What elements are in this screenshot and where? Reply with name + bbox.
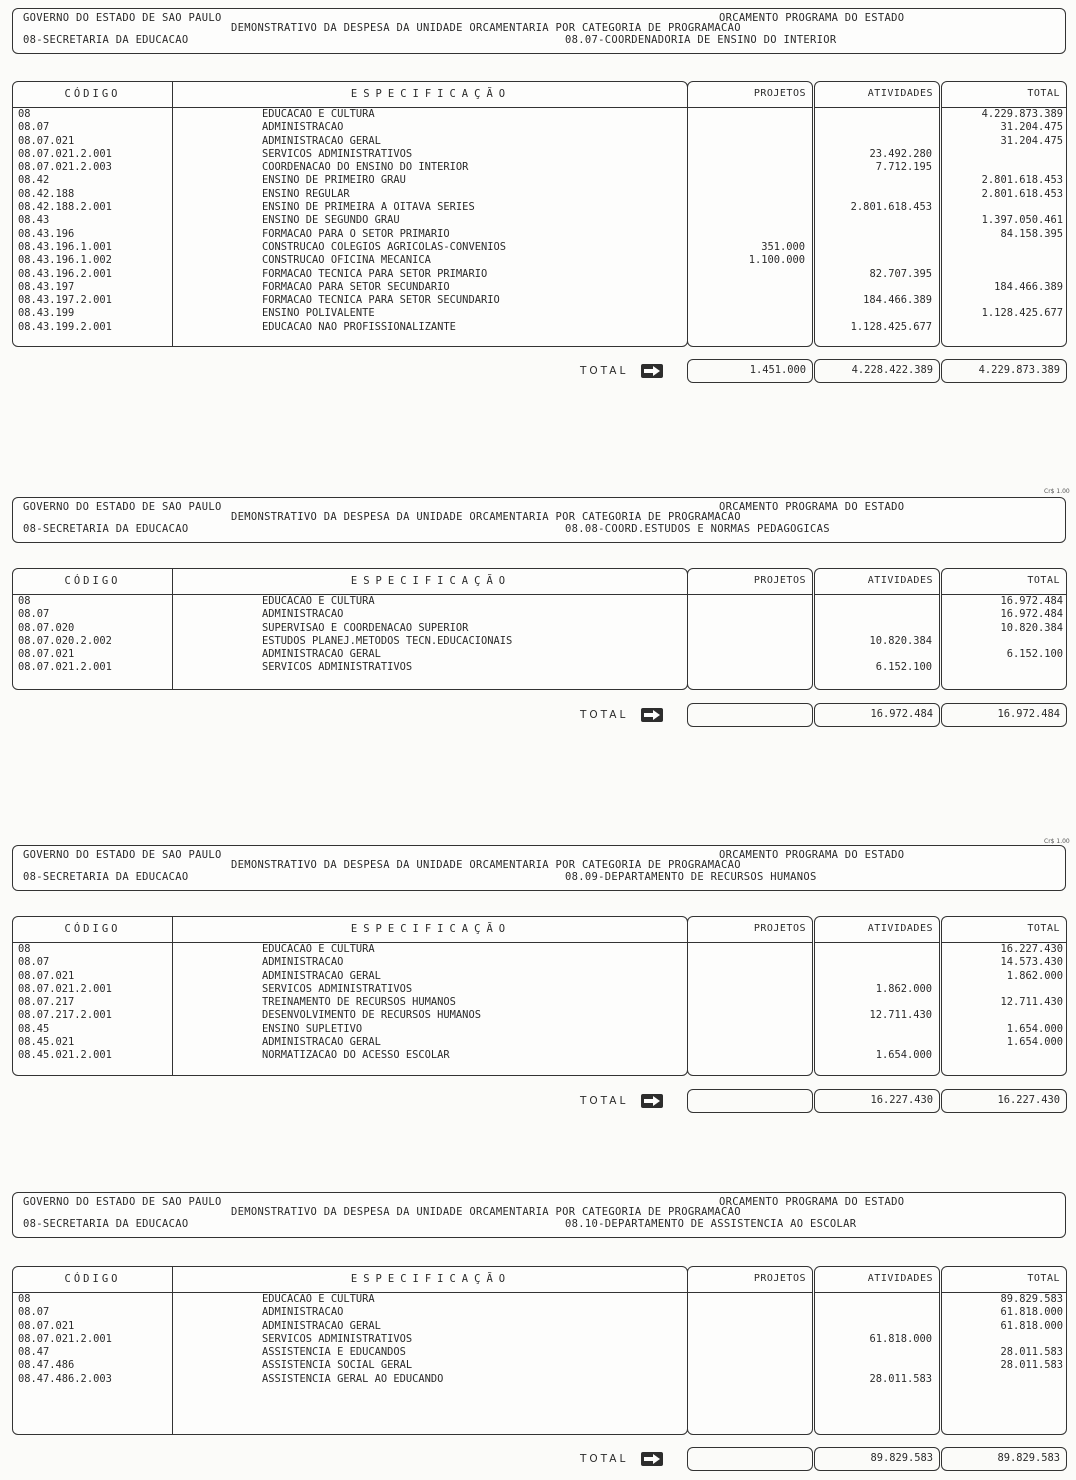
governo-label: GOVERNO DO ESTADO DE SAO PAULO [23,849,222,861]
codigo-cell: 08.43.196.1.001 [18,240,112,253]
total-cell: 31.204.475 [1000,121,1063,134]
codigo-cell: 08.47.486 [18,1359,75,1372]
especificacao-cell: ENSINO POLIVALENTE [262,307,375,320]
table-row [12,268,1068,281]
table-row [12,135,1068,148]
especificacao-cell: ADMINISTRACAO [262,608,344,621]
codigo-cell: 08 [18,943,31,955]
total-label: TOTAL [580,709,629,721]
table-row [12,321,1068,334]
codigo-cell: 08.43.196 [18,227,75,240]
col-header-total: TOTAL [942,569,1066,595]
total-cell: 1.654.000 [1006,1022,1063,1035]
atividades-cell: 184.466.389 [863,294,932,307]
col-header-especificacao: ESPECIFICAÇÃO [173,1267,689,1293]
especificacao-cell: FORMACAO PARA SETOR SECUNDARIO [262,280,450,293]
total-cell: 4.229.873.389 [981,108,1063,120]
total-geral-box: 89.829.583 [941,1447,1067,1471]
total-cell: 1.862.000 [1006,969,1063,982]
codigo-cell: 08.07.021.2.001 [18,982,112,995]
table-row [12,174,1068,187]
unidade-label: 08.07-COORDENADORIA DE ENSINO DO INTERIOR [565,34,837,46]
total-cell: 31.204.475 [1000,134,1063,147]
arrow-right-icon [640,1450,664,1472]
col-header-codigo: CÓDIGO [13,917,173,943]
table-row [12,1306,1068,1319]
demonstrativo-label: DEMONSTRATIVO DA DESPESA DA UNIDADE ORCAMENTARIA POR CATEGORIA DE PROGRAMACAO [231,1206,741,1218]
total-geral-box: 16.972.484 [941,703,1067,727]
table-row [12,1049,1068,1062]
budget-table [12,1266,1068,1435]
table-row [12,1359,1068,1372]
codigo-cell: 08.07 [18,1306,50,1319]
secretaria-label: 08-SECRETARIA DA EDUCACAO [23,523,189,535]
table-row [12,201,1068,214]
orcamento-label: ORCAMENTO PROGRAMA DO ESTADO [719,12,905,24]
table-row [12,241,1068,254]
especificacao-cell: CONSTRUCAO COLEGIOS AGRICOLAS-CONVENIOS [262,240,506,253]
orcamento-label: ORCAMENTO PROGRAMA DO ESTADO [719,849,905,861]
especificacao-cell: EDUCACAO E CULTURA [262,1293,375,1305]
codigo-cell: 08.07.021.2.003 [18,161,112,174]
total-cell: 14.573.430 [1000,956,1063,969]
governo-label: GOVERNO DO ESTADO DE SAO PAULO [23,1196,222,1208]
atividades-cell: 1.862.000 [875,982,932,995]
especificacao-cell: ASSISTENCIA GERAL AO EDUCANDO [262,1372,444,1385]
unidade-label: 08.10-DEPARTAMENTO DE ASSISTENCIA AO ESCOLAR [565,1218,857,1230]
table-row [12,161,1068,174]
table-row [12,294,1068,307]
table-row [12,1293,1068,1306]
col-header-especificacao: ESPECIFICAÇÃO [173,569,689,595]
table-row [12,943,1068,956]
table-row [12,1036,1068,1049]
codigo-cell: 08.07.021.2.001 [18,1332,112,1345]
demonstrativo-label: DEMONSTRATIVO DA DESPESA DA UNIDADE ORCAMENTARIA POR CATEGORIA DE PROGRAMACAO [231,859,741,871]
total-cell: 10.820.384 [1000,621,1063,634]
table-row [12,1346,1068,1359]
especificacao-cell: DESENVOLVIMENTO DE RECURSOS HUMANOS [262,1009,481,1022]
table-row [12,121,1068,134]
totals-row [12,359,1068,385]
especificacao-cell: SERVICOS ADMINISTRATIVOS [262,147,413,160]
especificacao-cell: ENSINO DE PRIMEIRO GRAU [262,174,406,187]
atividades-cell: 28.011.583 [869,1372,932,1385]
total-cell: 12.711.430 [1000,996,1063,1009]
total-projetos-box [687,1089,813,1113]
total-label: TOTAL [580,1095,629,1107]
especificacao-cell: ADMINISTRACAO GERAL [262,1036,381,1049]
codigo-cell: 08.42.188.2.001 [18,201,112,214]
total-cell: 184.466.389 [994,280,1063,293]
codigo-cell: 08.45.021 [18,1036,75,1049]
table-row [12,956,1068,969]
codigo-cell: 08.43.199 [18,307,75,320]
table-row [12,1009,1068,1022]
especificacao-cell: FORMACAO PARA O SETOR PRIMARIO [262,227,450,240]
total-cell: 28.011.583 [1000,1359,1063,1372]
total-cell: 28.011.583 [1000,1346,1063,1359]
especificacao-cell: ADMINISTRACAO GERAL [262,969,381,982]
table-row [12,1333,1068,1346]
table-row [12,648,1068,661]
col-header-atividades: ATIVIDADES [815,1267,939,1293]
table-rows [12,108,1068,334]
total-geral-box: 16.227.430 [941,1089,1067,1113]
col-header-especificacao: ESPECIFICAÇÃO [173,82,689,108]
codigo-cell: 08.43 [18,214,50,227]
governo-label: GOVERNO DO ESTADO DE SAO PAULO [23,501,222,513]
total-atividades-box: 4.228.422.389 [814,359,940,383]
table-row [12,188,1068,201]
total-projetos-box: 1.451.000 [687,359,813,383]
total-cell: 6.152.100 [1006,648,1063,661]
especificacao-cell: SUPERVISAO E COORDENACAO SUPERIOR [262,621,469,634]
col-header-codigo: CÓDIGO [13,82,173,108]
codigo-cell: 08 [18,1293,31,1305]
total-cell: 61.818.000 [1000,1306,1063,1319]
total-label: TOTAL [580,365,629,377]
especificacao-cell: ENSINO DE PRIMEIRA A OITAVA SERIES [262,201,475,214]
especificacao-cell: EDUCACAO NAO PROFISSIONALIZANTE [262,320,456,333]
col-header-projetos: PROJETOS [688,569,812,595]
atividades-cell: 82.707.395 [869,267,932,280]
especificacao-cell: NORMATIZACAO DO ACESSO ESCOLAR [262,1049,450,1062]
codigo-cell: 08.07 [18,608,50,621]
codigo-cell: 08.43.197.2.001 [18,294,112,307]
especificacao-cell: FORMACAO TECNICA PARA SETOR SECUNDARIO [262,294,500,307]
especificacao-cell: EDUCACAO E CULTURA [262,943,375,955]
col-header-atividades: ATIVIDADES [815,569,939,595]
codigo-cell: 08.47.486.2.003 [18,1372,112,1385]
governo-label: GOVERNO DO ESTADO DE SAO PAULO [23,12,222,24]
table-row [12,228,1068,241]
especificacao-cell: EDUCACAO E CULTURA [262,108,375,120]
table-row [12,608,1068,621]
atividades-cell: 10.820.384 [869,634,932,647]
projetos-cell: 351.000 [761,240,805,253]
col-header-projetos: PROJETOS [688,1267,812,1293]
especificacao-cell: ESTUDOS PLANEJ.METODOS TECN.EDUCACIONAIS [262,634,513,647]
total-cell: 16.972.484 [1000,595,1063,607]
col-header-total: TOTAL [942,82,1066,108]
codigo-cell: 08.43.196.1.002 [18,254,112,267]
totals-row [12,703,1068,729]
especificacao-cell: ADMINISTRACAO GERAL [262,1319,381,1332]
especificacao-cell: SERVICOS ADMINISTRATIVOS [262,982,413,995]
demonstrativo-label: DEMONSTRATIVO DA DESPESA DA UNIDADE ORCAMENTARIA POR CATEGORIA DE PROGRAMACAO [231,22,741,34]
table-rows [12,1293,1068,1386]
atividades-cell: 6.152.100 [875,661,932,674]
codigo-cell: 08.07.021 [18,134,75,147]
section-header [12,8,1066,54]
total-geral-box: 4.229.873.389 [941,359,1067,383]
currency-stamp: Cr$ 1.00 [1044,488,1070,495]
col-header-atividades: ATIVIDADES [815,917,939,943]
codigo-cell: 08.07.021 [18,969,75,982]
section-header [12,497,1066,543]
total-atividades-box: 16.972.484 [814,703,940,727]
table-row [12,254,1068,267]
codigo-cell: 08 [18,595,31,607]
especificacao-cell: ASSISTENCIA SOCIAL GERAL [262,1359,413,1372]
unidade-label: 08.08-COORD.ESTUDOS E NORMAS PEDAGOGICAS [565,523,830,535]
especificacao-cell: ENSINO REGULAR [262,187,350,200]
col-header-codigo: CÓDIGO [13,1267,173,1293]
total-label: TOTAL [580,1453,629,1465]
especificacao-cell: ADMINISTRACAO [262,1306,344,1319]
table-row [12,214,1068,227]
atividades-cell: 1.128.425.677 [850,320,932,333]
table-row [12,1373,1068,1386]
arrow-right-icon [640,706,664,728]
codigo-cell: 08.07.217 [18,996,75,1009]
orcamento-label: ORCAMENTO PROGRAMA DO ESTADO [719,501,905,513]
especificacao-cell: ADMINISTRACAO [262,121,344,134]
budget-table [12,81,1068,347]
table-row [12,595,1068,608]
codigo-cell: 08.07 [18,121,50,134]
section-header [12,1192,1066,1238]
table-row [12,996,1068,1009]
codigo-cell: 08.07.021 [18,648,75,661]
codigo-cell: 08.07.021 [18,1319,75,1332]
codigo-cell: 08.07.020.2.002 [18,634,112,647]
col-header-atividades: ATIVIDADES [815,82,939,108]
budget-table [12,568,1068,690]
total-cell: 2.801.618.453 [981,174,1063,187]
codigo-cell: 08.07.020 [18,621,75,634]
total-cell: 16.227.430 [1000,943,1063,955]
especificacao-cell: ASSISTENCIA E EDUCANDOS [262,1346,406,1359]
table-row [12,983,1068,996]
codigo-cell: 08.07 [18,956,50,969]
total-cell: 2.801.618.453 [981,187,1063,200]
total-cell: 61.818.000 [1000,1319,1063,1332]
table-row [12,307,1068,320]
codigo-cell: 08.45 [18,1022,50,1035]
codigo-cell: 08.43.196.2.001 [18,267,112,280]
col-header-total: TOTAL [942,1267,1066,1293]
projetos-cell: 1.100.000 [748,254,805,267]
table-row [12,148,1068,161]
atividades-cell: 1.654.000 [875,1049,932,1062]
especificacao-cell: ADMINISTRACAO [262,956,344,969]
especificacao-cell: ENSINO SUPLETIVO [262,1022,363,1035]
codigo-cell: 08.47 [18,1346,50,1359]
col-header-projetos: PROJETOS [688,82,812,108]
table-row [12,622,1068,635]
table-rows [12,595,1068,675]
table-row [12,281,1068,294]
totals-row [12,1089,1068,1115]
table-row [12,635,1068,648]
codigo-cell: 08 [18,108,31,120]
codigo-cell: 08.45.021.2.001 [18,1049,112,1062]
budget-table [12,916,1068,1076]
total-cell: 89.829.583 [1000,1293,1063,1305]
especificacao-cell: SERVICOS ADMINISTRATIVOS [262,1332,413,1345]
especificacao-cell: ADMINISTRACAO GERAL [262,648,381,661]
codigo-cell: 08.42 [18,174,50,187]
atividades-cell: 2.801.618.453 [850,201,932,214]
total-cell: 1.128.425.677 [981,307,1063,320]
orcamento-label: ORCAMENTO PROGRAMA DO ESTADO [719,1196,905,1208]
secretaria-label: 08-SECRETARIA DA EDUCACAO [23,871,189,883]
especificacao-cell: TREINAMENTO DE RECURSOS HUMANOS [262,996,456,1009]
atividades-cell: 23.492.280 [869,147,932,160]
section-header [12,845,1066,891]
table-row [12,1023,1068,1036]
especificacao-cell: EDUCACAO E CULTURA [262,595,375,607]
arrow-right-icon [640,362,664,384]
atividades-cell: 12.711.430 [869,1009,932,1022]
table-row [12,970,1068,983]
table-row [12,108,1068,121]
unidade-label: 08.09-DEPARTAMENTO DE RECURSOS HUMANOS [565,871,817,883]
codigo-cell: 08.42.188 [18,187,75,200]
total-projetos-box [687,1447,813,1471]
table-row [12,1320,1068,1333]
totals-row [12,1447,1068,1473]
total-cell: 1.654.000 [1006,1036,1063,1049]
col-header-especificacao: ESPECIFICAÇÃO [173,917,689,943]
codigo-cell: 08.07.021.2.001 [18,661,112,674]
col-header-total: TOTAL [942,917,1066,943]
especificacao-cell: ADMINISTRACAO GERAL [262,134,381,147]
arrow-right-icon [640,1092,664,1114]
total-projetos-box [687,703,813,727]
codigo-cell: 08.07.217.2.001 [18,1009,112,1022]
total-cell: 16.972.484 [1000,608,1063,621]
currency-stamp: Cr$ 1.00 [1044,838,1070,845]
table-rows [12,943,1068,1063]
total-cell: 84.158.395 [1000,227,1063,240]
total-atividades-box: 89.829.583 [814,1447,940,1471]
secretaria-label: 08-SECRETARIA DA EDUCACAO [23,1218,189,1230]
table-row [12,661,1068,674]
atividades-cell: 7.712.195 [875,161,932,174]
col-header-codigo: CÓDIGO [13,569,173,595]
total-cell: 1.397.050.461 [981,214,1063,227]
atividades-cell: 61.818.000 [869,1332,932,1345]
codigo-cell: 08.07.021.2.001 [18,147,112,160]
codigo-cell: 08.43.199.2.001 [18,320,112,333]
total-atividades-box: 16.227.430 [814,1089,940,1113]
secretaria-label: 08-SECRETARIA DA EDUCACAO [23,34,189,46]
codigo-cell: 08.43.197 [18,280,75,293]
demonstrativo-label: DEMONSTRATIVO DA DESPESA DA UNIDADE ORCAMENTARIA POR CATEGORIA DE PROGRAMACAO [231,511,741,523]
especificacao-cell: FORMACAO TECNICA PARA SETOR PRIMARIO [262,267,488,280]
especificacao-cell: ENSINO DE SEGUNDO GRAU [262,214,400,227]
especificacao-cell: SERVICOS ADMINISTRATIVOS [262,661,413,674]
especificacao-cell: CONSTRUCAO OFICINA MECANICA [262,254,431,267]
col-header-projetos: PROJETOS [688,917,812,943]
especificacao-cell: COORDENACAO DO ENSINO DO INTERIOR [262,161,469,174]
